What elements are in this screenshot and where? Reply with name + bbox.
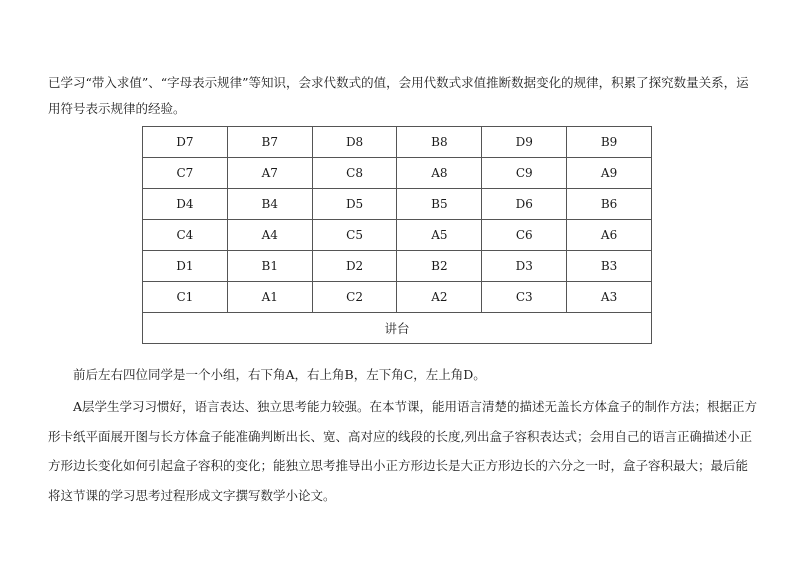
seat-cell: B7 — [227, 127, 312, 158]
seat-cell: B4 — [227, 189, 312, 220]
seat-cell: C9 — [482, 158, 567, 189]
seat-cell: A4 — [227, 220, 312, 251]
seat-cell: D7 — [143, 127, 228, 158]
seating-chart-table — [142, 126, 652, 344]
intro-paragraph: 已学习“带入求值”、“字母表示规律”等知识，会求代数式的值，会用代数式求值推断数据变化的规律，积累了探究数量关系，运用符号表示规律的经验。 — [48, 75, 749, 116]
group-description-paragraph: 前后左右四位同学是一个小组，右下角A，右上角B，左下角C，左上角D。 — [73, 367, 486, 382]
table-row — [143, 220, 652, 251]
seat-cell: A3 — [567, 282, 652, 313]
seat-cell: C5 — [312, 220, 397, 251]
table-row — [143, 127, 652, 158]
seat-cell: B6 — [567, 189, 652, 220]
seat-cell: A7 — [227, 158, 312, 189]
seat-cell: A5 — [397, 220, 482, 251]
seat-cell: B5 — [397, 189, 482, 220]
seat-cell: B9 — [567, 127, 652, 158]
seat-cell: C4 — [143, 220, 228, 251]
seat-cell: C6 — [482, 220, 567, 251]
seat-cell: D9 — [482, 127, 567, 158]
seat-cell: B1 — [227, 251, 312, 282]
seat-cell: C7 — [143, 158, 228, 189]
table-row — [143, 282, 652, 313]
seat-cell: D8 — [312, 127, 397, 158]
seat-cell: D6 — [482, 189, 567, 220]
seat-cell: D1 — [143, 251, 228, 282]
seat-cell: B2 — [397, 251, 482, 282]
seat-cell: B8 — [397, 127, 482, 158]
seat-cell: C3 — [482, 282, 567, 313]
seat-cell: A6 — [567, 220, 652, 251]
podium-row — [143, 313, 652, 344]
seat-cell: D3 — [482, 251, 567, 282]
seat-cell: C1 — [143, 282, 228, 313]
seat-cell: A1 — [227, 282, 312, 313]
seat-cell: A8 — [397, 158, 482, 189]
seat-cell: D2 — [312, 251, 397, 282]
seat-cell: B3 — [567, 251, 652, 282]
seat-cell: D4 — [143, 189, 228, 220]
seat-cell: D5 — [312, 189, 397, 220]
seat-cell: A9 — [567, 158, 652, 189]
a-level-description-paragraph: A层学生学习习惯好，语言表达、独立思考能力较强。在本节课，能用语言清楚的描述无盖长方体盒子的制作方法；根据正方形卡纸平面展开图与长方体盒子能准确判断出长、宽、高对应的线段的长度,列出盒子容积表达式；会用自己的语言正确描述小正方形边长变化如何引起盒子容积的变化；能独立思考推导出小正方形边长是大正方形边长的六分之一时，盒子容积最大；最后能将这节课的学习思考过程形成文字撰写数学小论文。 — [48, 399, 758, 503]
seat-cell: A2 — [397, 282, 482, 313]
table-row — [143, 189, 652, 220]
seat-cell: C8 — [312, 158, 397, 189]
table-row — [143, 251, 652, 282]
seat-cell: C2 — [312, 282, 397, 313]
podium-cell: 讲台 — [143, 313, 652, 344]
table-row — [143, 158, 652, 189]
